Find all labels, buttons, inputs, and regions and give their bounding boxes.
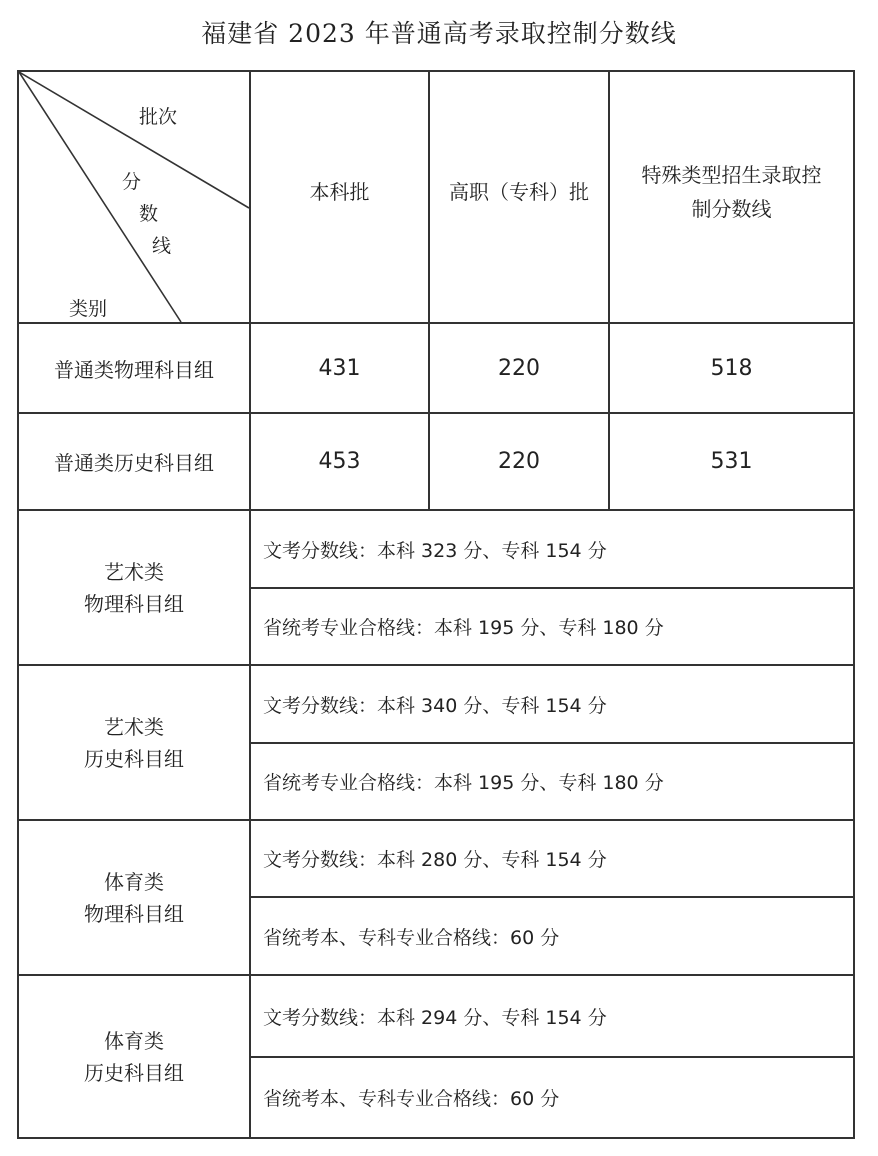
- sports-physics-exam-line: 文考分数线：本科 280 分、专科 154 分: [263, 849, 607, 871]
- art-physics-professional-line: 省统考专业合格线：本科 195 分、专科 180 分: [263, 617, 664, 639]
- art-physics-exam-line: 文考分数线：本科 323 分、专科 154 分: [263, 539, 607, 562]
- row-label-history: 普通类历史科目组: [54, 451, 214, 475]
- column-header-special: [610, 72, 853, 322]
- diag-label-score-char-3: 线: [152, 235, 172, 257]
- diag-label-category: 类别: [69, 298, 108, 320]
- group-label-art-physics-line2: 物理科目组: [84, 591, 184, 616]
- column-header-vocational: 高职（专科）批: [449, 180, 589, 204]
- group-label-art-history-line1: 艺术类: [104, 714, 164, 739]
- score-physics-special: 518: [710, 355, 753, 381]
- diagonal-header-lines: [19, 72, 251, 324]
- group-label-sports-history-line2: 历史科目组: [84, 1060, 184, 1085]
- group-label-sports-physics-line2: 物理科目组: [84, 901, 184, 926]
- sports-history-professional-line: 省统考本、专科专业合格线：60 分: [263, 1088, 560, 1110]
- sports-physics-professional-line: 省统考本、专科专业合格线：60 分: [263, 926, 560, 949]
- group-label-sports-history: [19, 976, 249, 1137]
- group-label-art-history: [19, 666, 249, 819]
- group-label-art-physics-line1: 艺术类: [104, 559, 164, 584]
- group-label-sports-physics: [19, 821, 249, 974]
- column-header-special-line2: 制分数线: [691, 197, 772, 221]
- diag-label-score-char-2: 数: [139, 203, 159, 225]
- page-title: 福建省 2023 年普通高考录取控制分数线: [201, 19, 677, 48]
- group-label-sports-history-line1: 体育类: [104, 1028, 164, 1053]
- row-label-physics: 普通类物理科目组: [54, 357, 214, 382]
- diag-label-score-char-1: 分: [122, 171, 142, 193]
- column-header-undergraduate: 本科批: [309, 180, 370, 204]
- sports-history-exam-line: 文考分数线：本科 294 分、专科 154 分: [263, 1006, 607, 1029]
- score-table: [17, 70, 855, 1139]
- score-physics-undergraduate: 431: [318, 355, 361, 381]
- art-history-professional-line: 省统考专业合格线：本科 195 分、专科 180 分: [263, 772, 664, 794]
- column-header-special-line1: 特殊类型招生录取控: [641, 163, 822, 187]
- score-history-vocational: 220: [498, 449, 540, 474]
- group-label-art-physics: [19, 511, 249, 664]
- diag-label-batch: 批次: [139, 106, 178, 128]
- score-history-special: 531: [710, 449, 753, 474]
- group-label-art-history-line2: 历史科目组: [84, 746, 184, 771]
- art-history-exam-line: 文考分数线：本科 340 分、专科 154 分: [263, 694, 607, 717]
- group-label-sports-physics-line1: 体育类: [104, 869, 164, 894]
- score-physics-vocational: 220: [498, 355, 540, 381]
- score-history-undergraduate: 453: [318, 449, 361, 474]
